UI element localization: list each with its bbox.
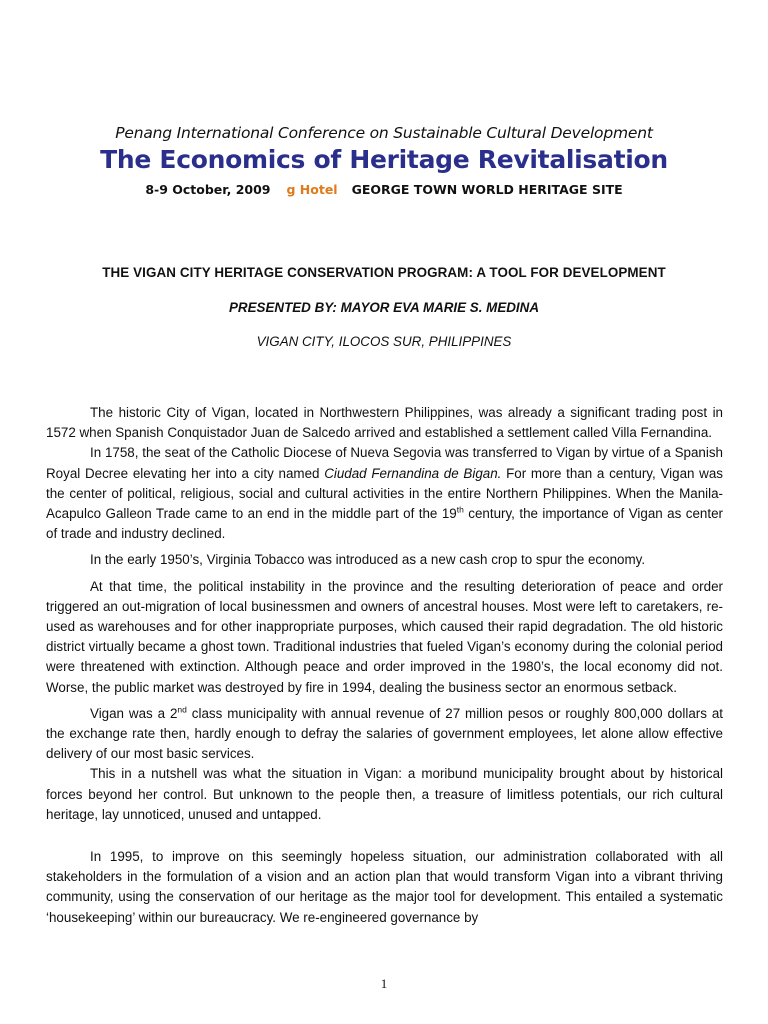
paragraph: The historic City of Vigan, located in Northwestern Philippines, was already a significant trading post in 1572 when Spanish Conquistador Juan de Salcedo arrived and established a settlement called Villa Fernandina. [46,405,723,441]
paragraph: In the early 1950’s, Virginia Tobacco was introduced as a new cash crop to spur the economy. [90,552,646,568]
conference-name: Penang International Conference on Sustainable Cultural Development [115,124,653,142]
presenter: PRESENTED BY: MAYOR EVA MARIE S. MEDINA [229,300,539,315]
paragraph: In 1758, the seat of the Catholic Diocese of Nueva Segovia was transferred to Vigan by virtue of a Spanish Royal Decree elevating her into a city named Ciudad Fernandina de Bigan. For more than a century, Vigan was the center of political, religious, social and cultural activities in the entire Northern Philippines. When the Manila-Acapulco Galleon Trade came to an end in the middle part of the 19th century, the importance of Vigan as center of trade and industry declined. [46,445,723,542]
page-number: 1 [380,976,388,991]
conference-date: 8-9 October, 2009 [145,182,271,197]
body-text [46,403,723,928]
conference-info [0,182,768,197]
paragraph: Vigan was a 2nd class municipality with annual revenue of 27 million pesos or roughly 800,000 dollars at the exchange rate then, hardly enough to defray the salaries of government employees, let alone allow effective delivery of our most basic services. [46,704,723,762]
conference-title: The Economics of Heritage Revitalisation [100,145,668,174]
paragraph: At that time, the political instability in the province and the resulting deterioration of peace and order triggered an out-migration of local businessmen and owners of ancestral houses. Most were left to caretakers, re-used as warehouses and for other inappropriate purposes, which caused their rapid degradation. The old historic district virtually became a ghost town. Traditional industries that fueled Vigan’s economy during the colonial period were threatened with extinction. Although peace and order improved in the 1980’s, the local economy did not. Worse, the public market was destroyed by fire in 1994, dealing the business sector an enormous setback. [46,578,723,695]
heritage-site: GEORGE TOWN WORLD HERITAGE SITE [351,182,623,197]
location: VIGAN CITY, ILOCOS SUR, PHILIPPINES [256,334,512,349]
conference-header [0,124,768,197]
paragraph: In 1995, to improve on this seemingly hopeless situation, our administration collaborated with all stakeholders in the formulation of a vision and an action plan that would transform Vigan into a vibrant thriving community, using the conservation of our heritage as the major tool for development. This entailed a systematic ‘housekeeping’ within our bureaucracy. We re-engineered governance by [46,849,723,925]
paper-title: THE VIGAN CITY HERITAGE CONSERVATION PROGRAM: A TOOL FOR DEVELOPMENT [102,265,666,280]
paragraph: This in a nutshell was what the situation in Vigan: a moribund municipality brought about by historical forces beyond her control. But unknown to the people then, a treasure of limitless potentials, our rich cultural heritage, lay unnoticed, unused and untapped. [46,766,723,822]
hotel-name: g Hotel [286,182,338,197]
